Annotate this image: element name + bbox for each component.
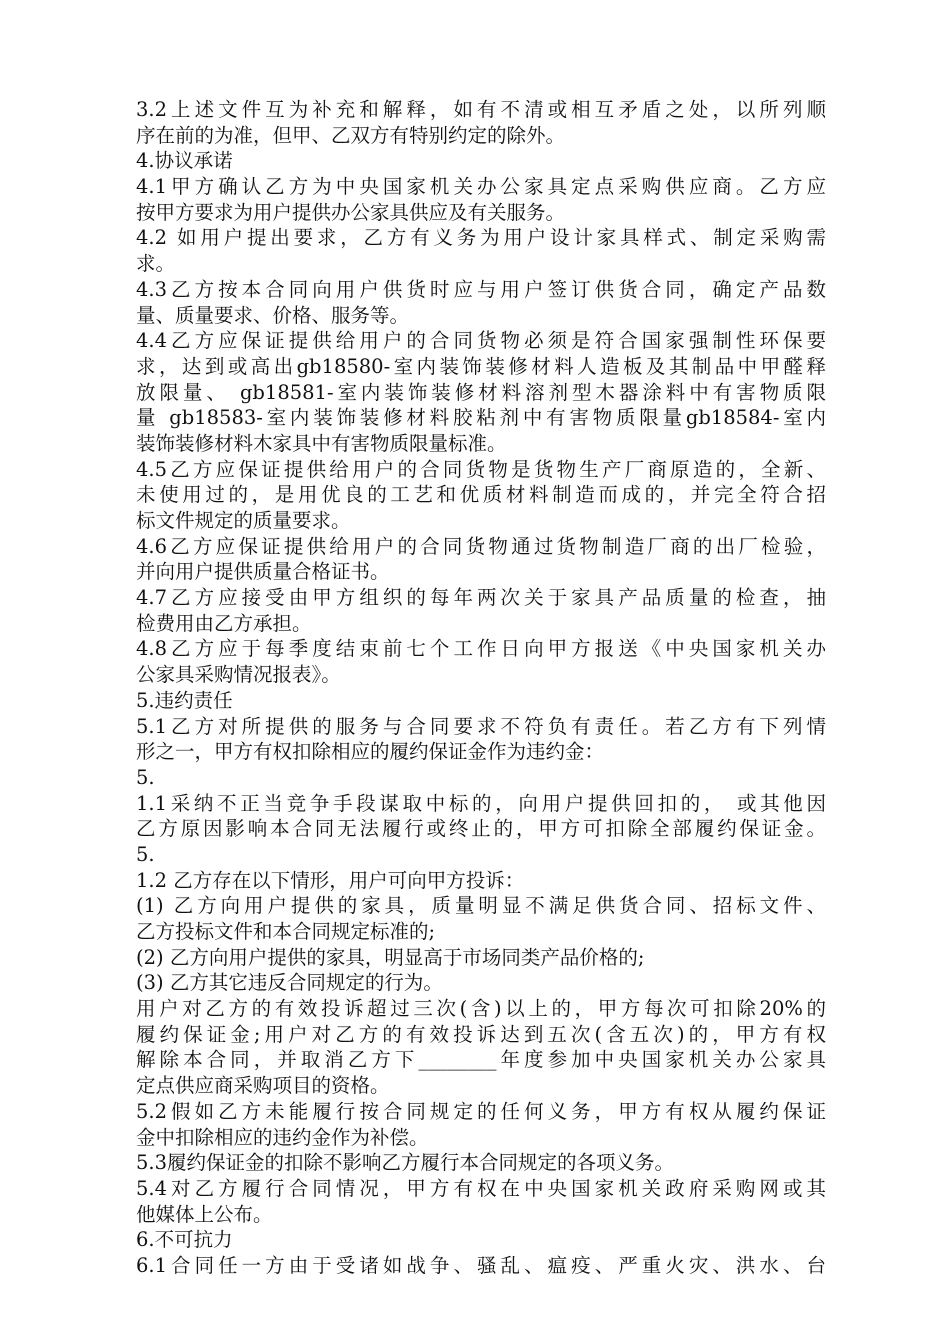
text-line: 4.6乙方应保证提供给用户的合同货物通过货物制造厂商的出厂检验， [136, 534, 826, 558]
text-line: 装饰装修材料木家具中有害物质限量标准。 [136, 431, 507, 455]
text-line: 5.3履约保证金的扣除不影响乙方履行本合同规定的各项义务。 [136, 1151, 675, 1175]
text-line: 检费用由乙方承担。 [136, 611, 312, 635]
text-line: (3) 乙方其它违反合同规定的行为。 [136, 971, 443, 995]
text-line: 5.4对乙方履行合同情况，甲方有权在中央国家机关政府采购网或其 [136, 1176, 826, 1200]
text-line: 5.违约责任 [136, 688, 233, 712]
text-line: 4.1甲方确认乙方为中央国家机关办公家具定点采购供应商。乙方应 [136, 175, 826, 199]
text-line: 金中扣除相应的违约金作为补偿。 [136, 1125, 429, 1149]
text-line: 定点供应商采购项目的资格。 [136, 1074, 390, 1098]
text-line: 并向用户提供质量合格证书。 [136, 560, 390, 584]
text-line: 3.2上述文件互为补充和解释，如有不清或相互矛盾之处，以所列顺 [136, 98, 826, 121]
text-line: 量 gb18583-室内装饰装修材料胶粘剂中有害物质限量gb18584-室内 [136, 406, 826, 430]
text-line: 形之一，甲方有权扣除相应的履约保证金作为违约金： [136, 740, 605, 764]
text-line: 求。 [136, 252, 176, 276]
text-line: 4.5乙方应保证提供给用户的合同货物是货物生产厂商原造的，全新、 [136, 457, 826, 481]
text-line: 按甲方要求为用户提供办公家具供应及有关服务。 [136, 200, 566, 224]
text-line: 1.1采纳不正当竞争手段谋取中标的，向用户提供回扣的， 或其他因 [136, 791, 826, 815]
text-line: 求，达到或高出gb18580-室内装饰装修材料人造板及其制品中甲醛释 [136, 354, 826, 378]
text-line: 4.协议承诺 [136, 149, 233, 173]
text-line: 1.2 乙方存在以下情形，用户可向甲方投诉： [136, 868, 525, 892]
text-line: 4.8乙方应于每季度结束前七个工作日向甲方报送《中央国家机关办 [136, 637, 826, 661]
text-line: 标文件规定的质量要求。 [136, 509, 351, 532]
text-line: (1) 乙方向用户提供的家具，质量明显不满足供货合同、招标文件、 [136, 894, 826, 918]
text-line: 用户对乙方的有效投诉超过三次(含)以上的，甲方每次可扣除20%的 [136, 997, 826, 1021]
text-line: 5. [136, 765, 155, 789]
text-line: 乙方投标文件和本合同规定标准的; [136, 920, 436, 943]
document-page [136, 97, 826, 1279]
text-line: 6.不可抗力 [136, 1228, 233, 1252]
text-line: 5. [136, 842, 155, 866]
text-line: 他媒体上公布。 [136, 1202, 273, 1226]
text-line: 5.2假如乙方未能履行按合同规定的任何义务，甲方有权从履约保证 [136, 1099, 826, 1123]
text-line: 公家具采购情况报表》。 [136, 663, 341, 687]
text-line: 放限量、 gb18581-室内装饰装修材料溶剂型木器涂料中有害物质限 [136, 380, 826, 404]
text-line: 4.4乙方应保证提供给用户的合同货物必须是符合国家强制性环保要 [136, 329, 826, 353]
text-line: 乙方原因影响本合同无法履行或终止的，甲方可扣除全部履约保证金。 [136, 817, 826, 841]
text-line: 4.3乙方按本合同向用户供货时应与用户签订供货合同，确定产品数 [136, 277, 826, 301]
text-line: 4.2 如用户提出要求，乙方有义务为用户设计家具样式、制定采购需 [136, 226, 826, 250]
text-line: 履约保证金;用户对乙方的有效投诉达到五次(含五次)的，甲方有权 [136, 1022, 826, 1046]
text-line: 未使用过的，是用优良的工艺和优质材料制造而成的，并完全符合招 [136, 483, 826, 507]
text-line: 6.1合同任一方由于受诸如战争、骚乱、瘟疫、严重火灾、洪水、台 [136, 1253, 826, 1277]
text-line: 4.7乙方应接受由甲方组织的每年两次关于家具产品质量的检查，抽 [136, 586, 826, 610]
text-line: 解除本合同，并取消乙方下________年度参加中央国家机关办公家具 [136, 1048, 826, 1072]
text-line: 量、质量要求、价格、服务等。 [136, 303, 410, 327]
text-line: 序在前的为准，但甲、乙双方有特别约定的除外。 [136, 123, 566, 147]
text-line: (2) 乙方向用户提供的家具，明显高于市场同类产品价格的; [136, 945, 645, 969]
text-line: 5.1乙方对所提供的服务与合同要求不符负有责任。若乙方有下列情 [136, 714, 826, 738]
